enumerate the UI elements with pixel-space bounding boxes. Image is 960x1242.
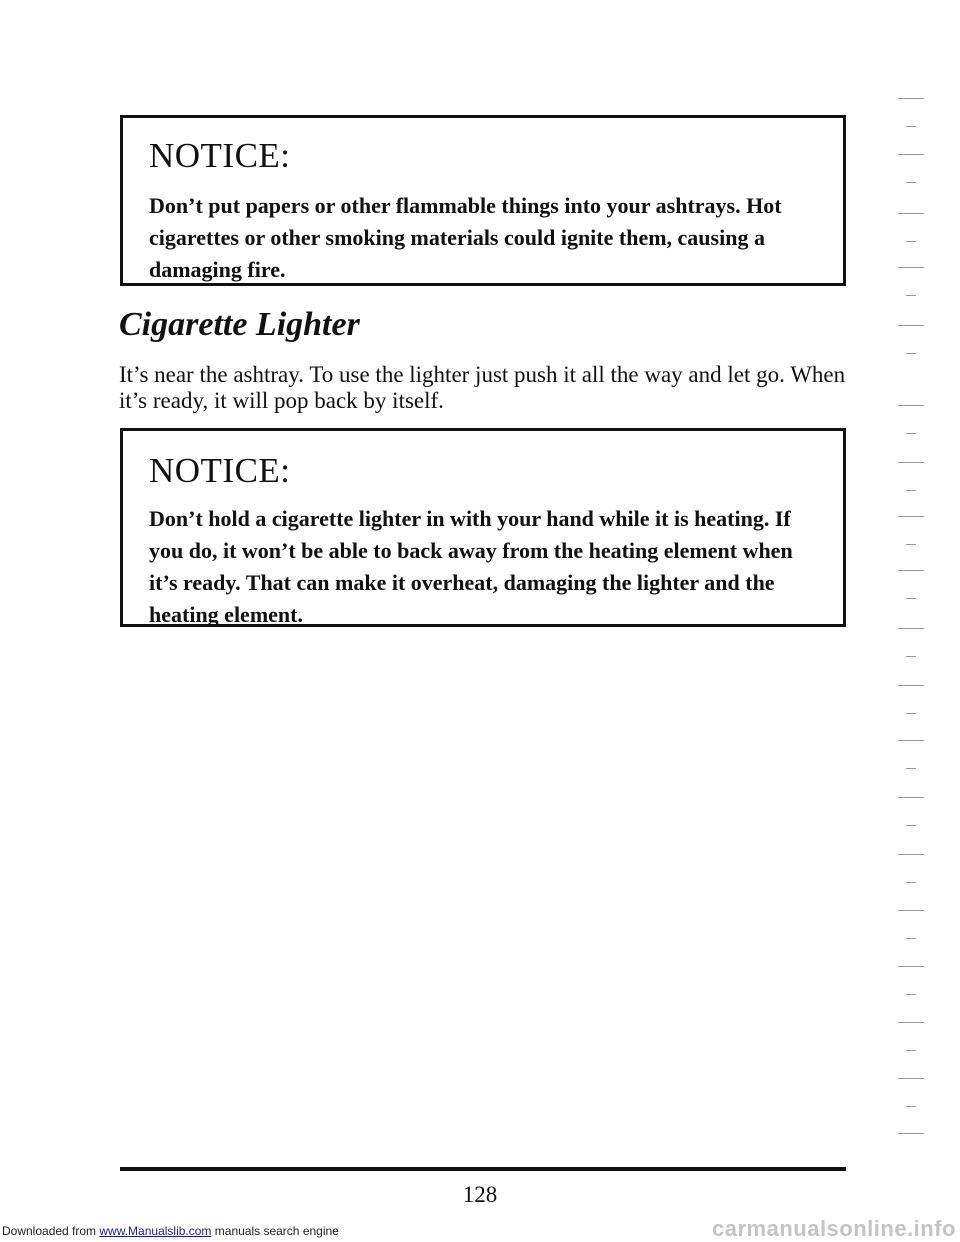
- edge-tick: [898, 1078, 924, 1079]
- section-body: It’s near the ashtray. To use the lighter just push it all the way and let go. When it’s ready, it will pop back by itself.: [119, 362, 846, 413]
- edge-tick: [898, 462, 924, 463]
- download-footer-suffix: manuals search engine: [211, 1224, 339, 1238]
- edge-tick-short: [906, 994, 916, 995]
- notice-body: Don’t put papers or other flammable things into your ashtrays. Hot cigarettes or other smoking materials could ignite them, causing a damaging fire.: [149, 193, 782, 282]
- edge-tick: [898, 405, 924, 406]
- edge-tick: [898, 740, 924, 741]
- edge-tick: [898, 797, 924, 798]
- edge-tick-short: [906, 882, 916, 883]
- edge-tick: [898, 267, 924, 268]
- download-footer: [2, 1224, 339, 1238]
- edge-tick: [898, 966, 924, 967]
- edge-tick: [898, 570, 924, 571]
- edge-tick-short: [906, 433, 916, 434]
- notice-box-ashtray: [120, 115, 846, 286]
- edge-tick-short: [906, 768, 916, 769]
- page-edge-marks: [870, 0, 960, 1242]
- edge-tick-short: [906, 490, 916, 491]
- edge-tick-short: [906, 598, 916, 599]
- edge-tick: [898, 628, 924, 629]
- edge-tick: [898, 685, 924, 686]
- edge-tick: [898, 1022, 924, 1023]
- edge-tick-short: [906, 126, 916, 127]
- manualslib-link[interactable]: www.Manualslib.com: [99, 1224, 212, 1238]
- notice-box-lighter: [120, 428, 846, 627]
- edge-tick: [898, 910, 924, 911]
- download-footer-prefix: Downloaded from: [2, 1224, 100, 1238]
- edge-tick-short: [906, 182, 916, 183]
- edge-tick: [898, 516, 924, 517]
- edge-tick-short: [906, 1050, 916, 1051]
- footer-rule: [120, 1167, 846, 1171]
- edge-tick-short: [906, 825, 916, 826]
- edge-tick-short: [906, 938, 916, 939]
- edge-tick-short: [906, 1106, 916, 1107]
- edge-tick: [898, 854, 924, 855]
- edge-tick: [898, 1133, 924, 1134]
- edge-tick-short: [906, 713, 916, 714]
- notice-body: Don’t hold a cigarette lighter in with your hand while it is heating. If you do, it won’t be able to back away from the heating element when it’s ready. That can make it overheat, damaging the lighter and the heating element.: [149, 506, 793, 627]
- edge-tick: [898, 98, 924, 99]
- notice-title: NOTICE:: [149, 451, 291, 490]
- edge-tick: [898, 213, 924, 214]
- edge-tick-short: [906, 544, 916, 545]
- section-heading: Cigarette Lighter: [119, 306, 360, 343]
- edge-tick-short: [906, 241, 916, 242]
- watermark: carmanualsonline.info: [712, 1216, 956, 1241]
- edge-tick: [898, 154, 924, 155]
- edge-tick-short: [906, 656, 916, 657]
- edge-tick-short: [906, 353, 916, 354]
- edge-tick: [898, 325, 924, 326]
- page-number: 128: [462, 1182, 498, 1207]
- edge-tick-short: [906, 295, 916, 296]
- notice-title: NOTICE:: [149, 136, 291, 175]
